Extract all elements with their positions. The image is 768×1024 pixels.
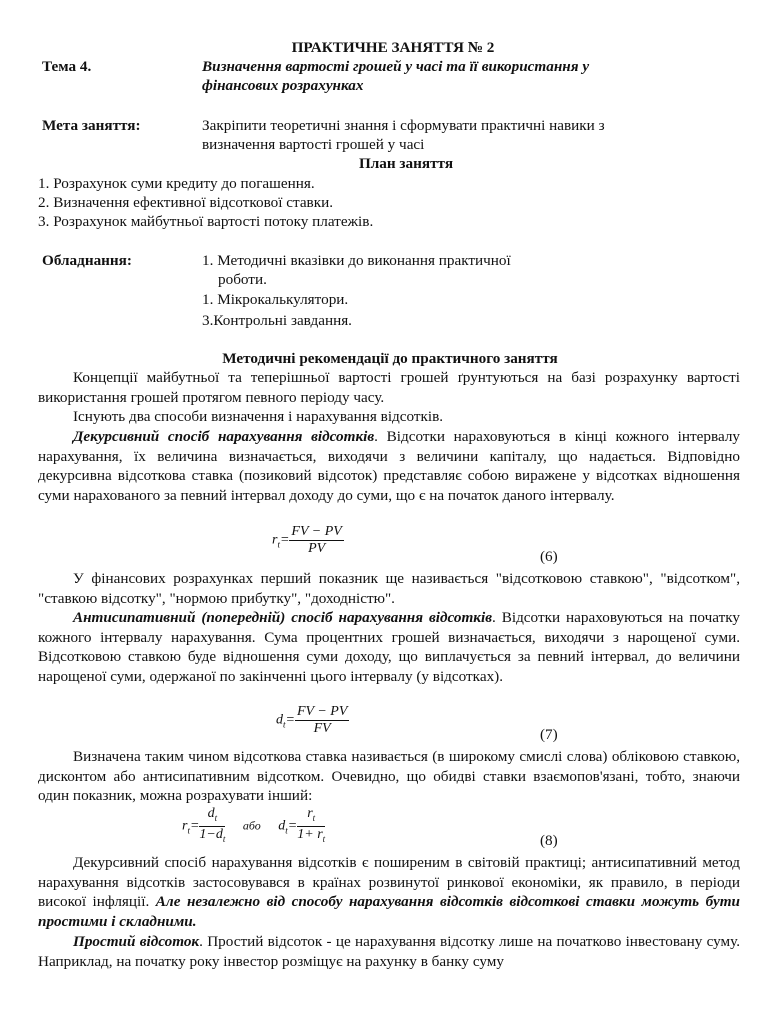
formula-8-left-lhs: r (182, 818, 188, 834)
formula-6-denominator: PV (308, 541, 326, 556)
plan-heading: План заняття (358, 155, 454, 172)
equation-number-6: (6) (540, 548, 558, 565)
equation-number-8: (8) (540, 832, 558, 849)
simple-interest-text: . Простий відсоток - це нарахування відсотку лише на початково інвестовану суму. Наприклад, на початку року інвестор розміщує на рахунку в банку суму (38, 933, 740, 970)
plan-item: 3. Розрахунок майбутньої вартості потоку платежів. (38, 213, 374, 230)
formula-8-right-lhs: d (278, 818, 286, 834)
paragraph-concepts: Концепції майбутньої та теперішньої вартості грошей ґрунтуються на базі розрахунку вартості використання грошей протягом певного періоду часу. (38, 369, 740, 406)
goal-label: Мета заняття: (42, 117, 141, 134)
page-title: ПРАКТИЧНЕ ЗАНЯТТЯ № 2 (291, 39, 495, 56)
paragraph-decursive (38, 427, 740, 505)
formula-7: $d_t=$ $\frac{FV - PV}{FV}$ (276, 704, 348, 736)
goal-line1: Закріпити теоретичні знання і сформувати практичні навики з (202, 117, 605, 134)
formula-8: $r_t=$ $\frac{d_t}{1-d_t}$ або $d_t=$ $\frac{r_t}{1+ r_t}$ (182, 806, 325, 847)
paragraph-anticipative (38, 608, 740, 686)
equipment-label: Обладнання: (42, 252, 132, 269)
paragraph-comparison (38, 853, 740, 931)
term-decursive: Декурсивний спосіб нарахування відсотків (73, 428, 375, 445)
equipment-line: 1. Методичні вказівки до виконання практичної (202, 252, 511, 269)
term-simple-interest: Простий відсоток (73, 933, 200, 950)
formula-8-left-denominator: $1-d_t$ (199, 826, 226, 844)
goal-line2: визначення вартості грошей у часі (202, 136, 425, 153)
formula-7-sub: t (283, 719, 286, 730)
formula-6-sub: t (277, 539, 280, 550)
topic-title-line1: Визначення вартості грошей у часі та її використання у (202, 58, 590, 75)
paragraph-terms: У фінансових розрахунках перший показник ще називається "відсотковою ставкою", "відсотком", "ставкою відсотку", "нормою прибутку", "доходністю". (38, 570, 740, 607)
formula-7-numerator: FV − PV (296, 704, 348, 719)
topic-title-line2: фінансових розрахунках (202, 77, 364, 94)
equipment-line: роботи. (218, 271, 267, 288)
paragraph-discount: Визначена таким чином відсоткова ставка називається (в широкому смислі слова) обліковою ставкою, дисконтом або антисипативним відсотком. Очевидно, що обидві ставки взаємопов'язані, тобто, знаючи один показник, можна розрахувати інший: (38, 748, 740, 804)
section-heading: Методичні рекомендації до практичного заняття (222, 350, 558, 367)
paragraph-two-methods: Існують два способи визначення і нарахування відсотків. (73, 408, 444, 425)
formula-8-right-numerator: $r_t$ (297, 806, 325, 827)
comparison-text: Декурсивний спосіб нарахування відсотків є поширеним в світовій практиці; антисипативний метод нарахування відсотків застосовувався в країнах розвинутої ринкової економіки, як правило, в періоди високої інфляції. (38, 854, 740, 910)
formula-7-denominator: FV (313, 721, 331, 736)
topic-label: Тема 4. (42, 58, 92, 75)
paragraph-simple-interest (38, 932, 740, 971)
formula-6-lhs: r (272, 532, 278, 548)
comparison-emphasis: Але незалежно від способу нарахування відсотків відсоткові ставки можуть бути простими і складними. (38, 893, 740, 930)
equipment-line: 3.Контрольні завдання. (202, 312, 352, 329)
formula-7-lhs: d (276, 712, 283, 728)
decursive-text: . Відсотки нараховуються в кінці кожного інтервалу нарахування, їх величина визначається, виходячи з величини капіталу, що надається. Відповідно декурсивна відсоткова ставка (позиковий відсоток) представляє собою виражене у відсотках відношення суми нарахованого за певний інтервал доходу до суми, що є на початок даного інтервалу. (38, 428, 740, 504)
formula-6-numerator: FV − PV (291, 524, 342, 539)
term-anticipative: Антисипативний (попередній) спосіб нарахування відсотків (73, 609, 492, 626)
plan-item: 1. Розрахунок суми кредиту до погашення. (38, 175, 315, 192)
equation-number-7: (7) (540, 726, 558, 743)
equipment-line: 1. Мікрокалькулятори. (202, 291, 349, 308)
formula-8-right-denominator: $1+ r_t$ (297, 826, 326, 844)
formula-8-or: або (242, 818, 261, 833)
formula-8-left-numerator: $d_t$ (199, 806, 225, 827)
formula-6: $r_t=$ $\frac{FV - PV}{PV}$ (272, 524, 342, 556)
anticipative-text: . Відсотки нараховуються на початку кожного інтервалу нарахування. Сума процентних грошей визначається, виходячи з нарощеної суми. Відсотковою ставкою буде відношення суми доходу, що виплачується за певний інтервал, до величини нарощеної суми, одержаної по закінченні цього інтервалу (у відсотках). (38, 609, 740, 685)
formula-8-sub: t (187, 825, 190, 836)
plan-item: 2. Визначення ефективної відсоткової ставки. (38, 194, 334, 211)
